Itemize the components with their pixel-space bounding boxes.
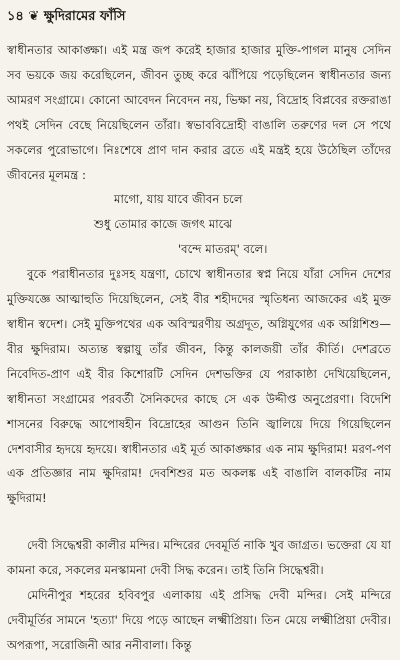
poem-block: [7, 187, 391, 262]
running-header: ১৪ ❦ ক্ষুদিরামের ফাঁসি: [7, 9, 126, 24]
poem-line-2: শুধু তোমার কাজে জগৎ মাঝে: [94, 217, 233, 232]
paragraph-1: স্বাধীনতার আকাঙ্ক্ষা। এই মন্ত্র জপ করেই হাজার হাজার মুক্তি-পাগল মানুষ সেদিন সব ভয়কে জয় করেছিলেন, জীবন তুচ্ছ করে ঝাঁপিয়ে পড়েছিলেন স্বাধীনতার জন্য আমরণ সংগ্রামে। কোনো আবেদন নিবেদন নয়, ভিক্ষা নয়, বিদ্রোহ বিপ্লবের রক্তরাঙা পথই সেদিন বেছে নিয়েছিলেন তাঁরা। স্বভাববিদ্রোহী বাঙালি তরুণের দল সে পথে সকলের পুরোভাগে। নিঃশেষে প্রাণ দান করার ব্রতে এই মন্ত্রই হয়ে উঠেছিল তাঁদের জীবনের মূলমন্ত্র :: [7, 43, 391, 182]
paragraph-2: বুকে পরাধীনতার দুঃসহ যন্ত্রণা, চোখে স্বাধীনতার স্বপ্ন নিয়ে যাঁরা সেদিন দেশের মুক্তিযজ্ঞে আত্মাহুতি দিয়েছিলেন, সেই বীর শহীদদের স্মৃতিধন্য আজকের এই মুক্ত স্বাধীন স্বদেশ। সেই মুক্তিপথের এক অবিস্মরণীয় অগ্রদূত, অগ্নিযুগের এক অগ্নিশিশু—বীর ক্ষুদিরাম। অত্যন্ত স্বল্পায়ু তাঁর জীবন, কিন্তু কালজয়ী তাঁর কীর্তি। দেশব্রতে নিবেদিত-প্রাণ এই বীর কিশোরটি সেদিন দেশভক্তির যে পরাকাষ্ঠা দেখিয়েছিলেন, স্বাধীনতা সংগ্রামের পরবর্তী সৈনিকদের কাছে সে এক উদ্দীপ্ত অনুপ্রেরণা। বিদেশি শাসনের বিরুদ্ধে আপোষহীন বিদ্রোহের আগুন তিনি জ্বালিয়ে দিয়ে গিয়েছিলেন দেশবাসীর হৃদয়ে হৃদয়ে। স্বাধীনতার এই মূর্ত আকাঙ্ক্ষার এক নাম ক্ষুদিরাম! মরণ-পণ এক প্রতিজ্ঞার নাম ক্ষুদিরাম! দেবশিশুর মত অকলঙ্ক এই বাঙালি বালকটির নাম ক্ষুদিরাম!: [7, 267, 391, 506]
paragraph-4: মেদিনীপুর শহরের হবিবপুর এলাকায় এই প্রসিদ্ধ দেবী মন্দির। সেই মন্দিরে দেবীমূর্তির সামনে 'হত্যা' দিয়ে পড়ে আছেন লক্ষ্মীপ্রিয়া। তিন মেয়ে লক্ষ্মীপ্রিয়া দেবীর। অপরূপা, সরোজিনী আর ননীবালা। কিন্তু: [7, 588, 391, 652]
poem-line-1: মাগো, যায় যাবে জীবন চলে: [114, 192, 243, 207]
paragraph-3: দেবী সিদ্ধেশ্বরী কালীর মন্দির। মন্দিরের দেবমূর্তি নাকি খুব জাগ্রত। ভক্তেরা যে যা কামনা করে, সকলের মনস্কামনা দেবী সিদ্ধ করেন। তাই তিনি সিদ্ধেশ্বরী।: [7, 538, 391, 578]
poem-line-3: 'বন্দে মাতরম্' বলে।: [178, 242, 268, 257]
body-text: [7, 38, 391, 658]
section-gap: [7, 511, 391, 533]
